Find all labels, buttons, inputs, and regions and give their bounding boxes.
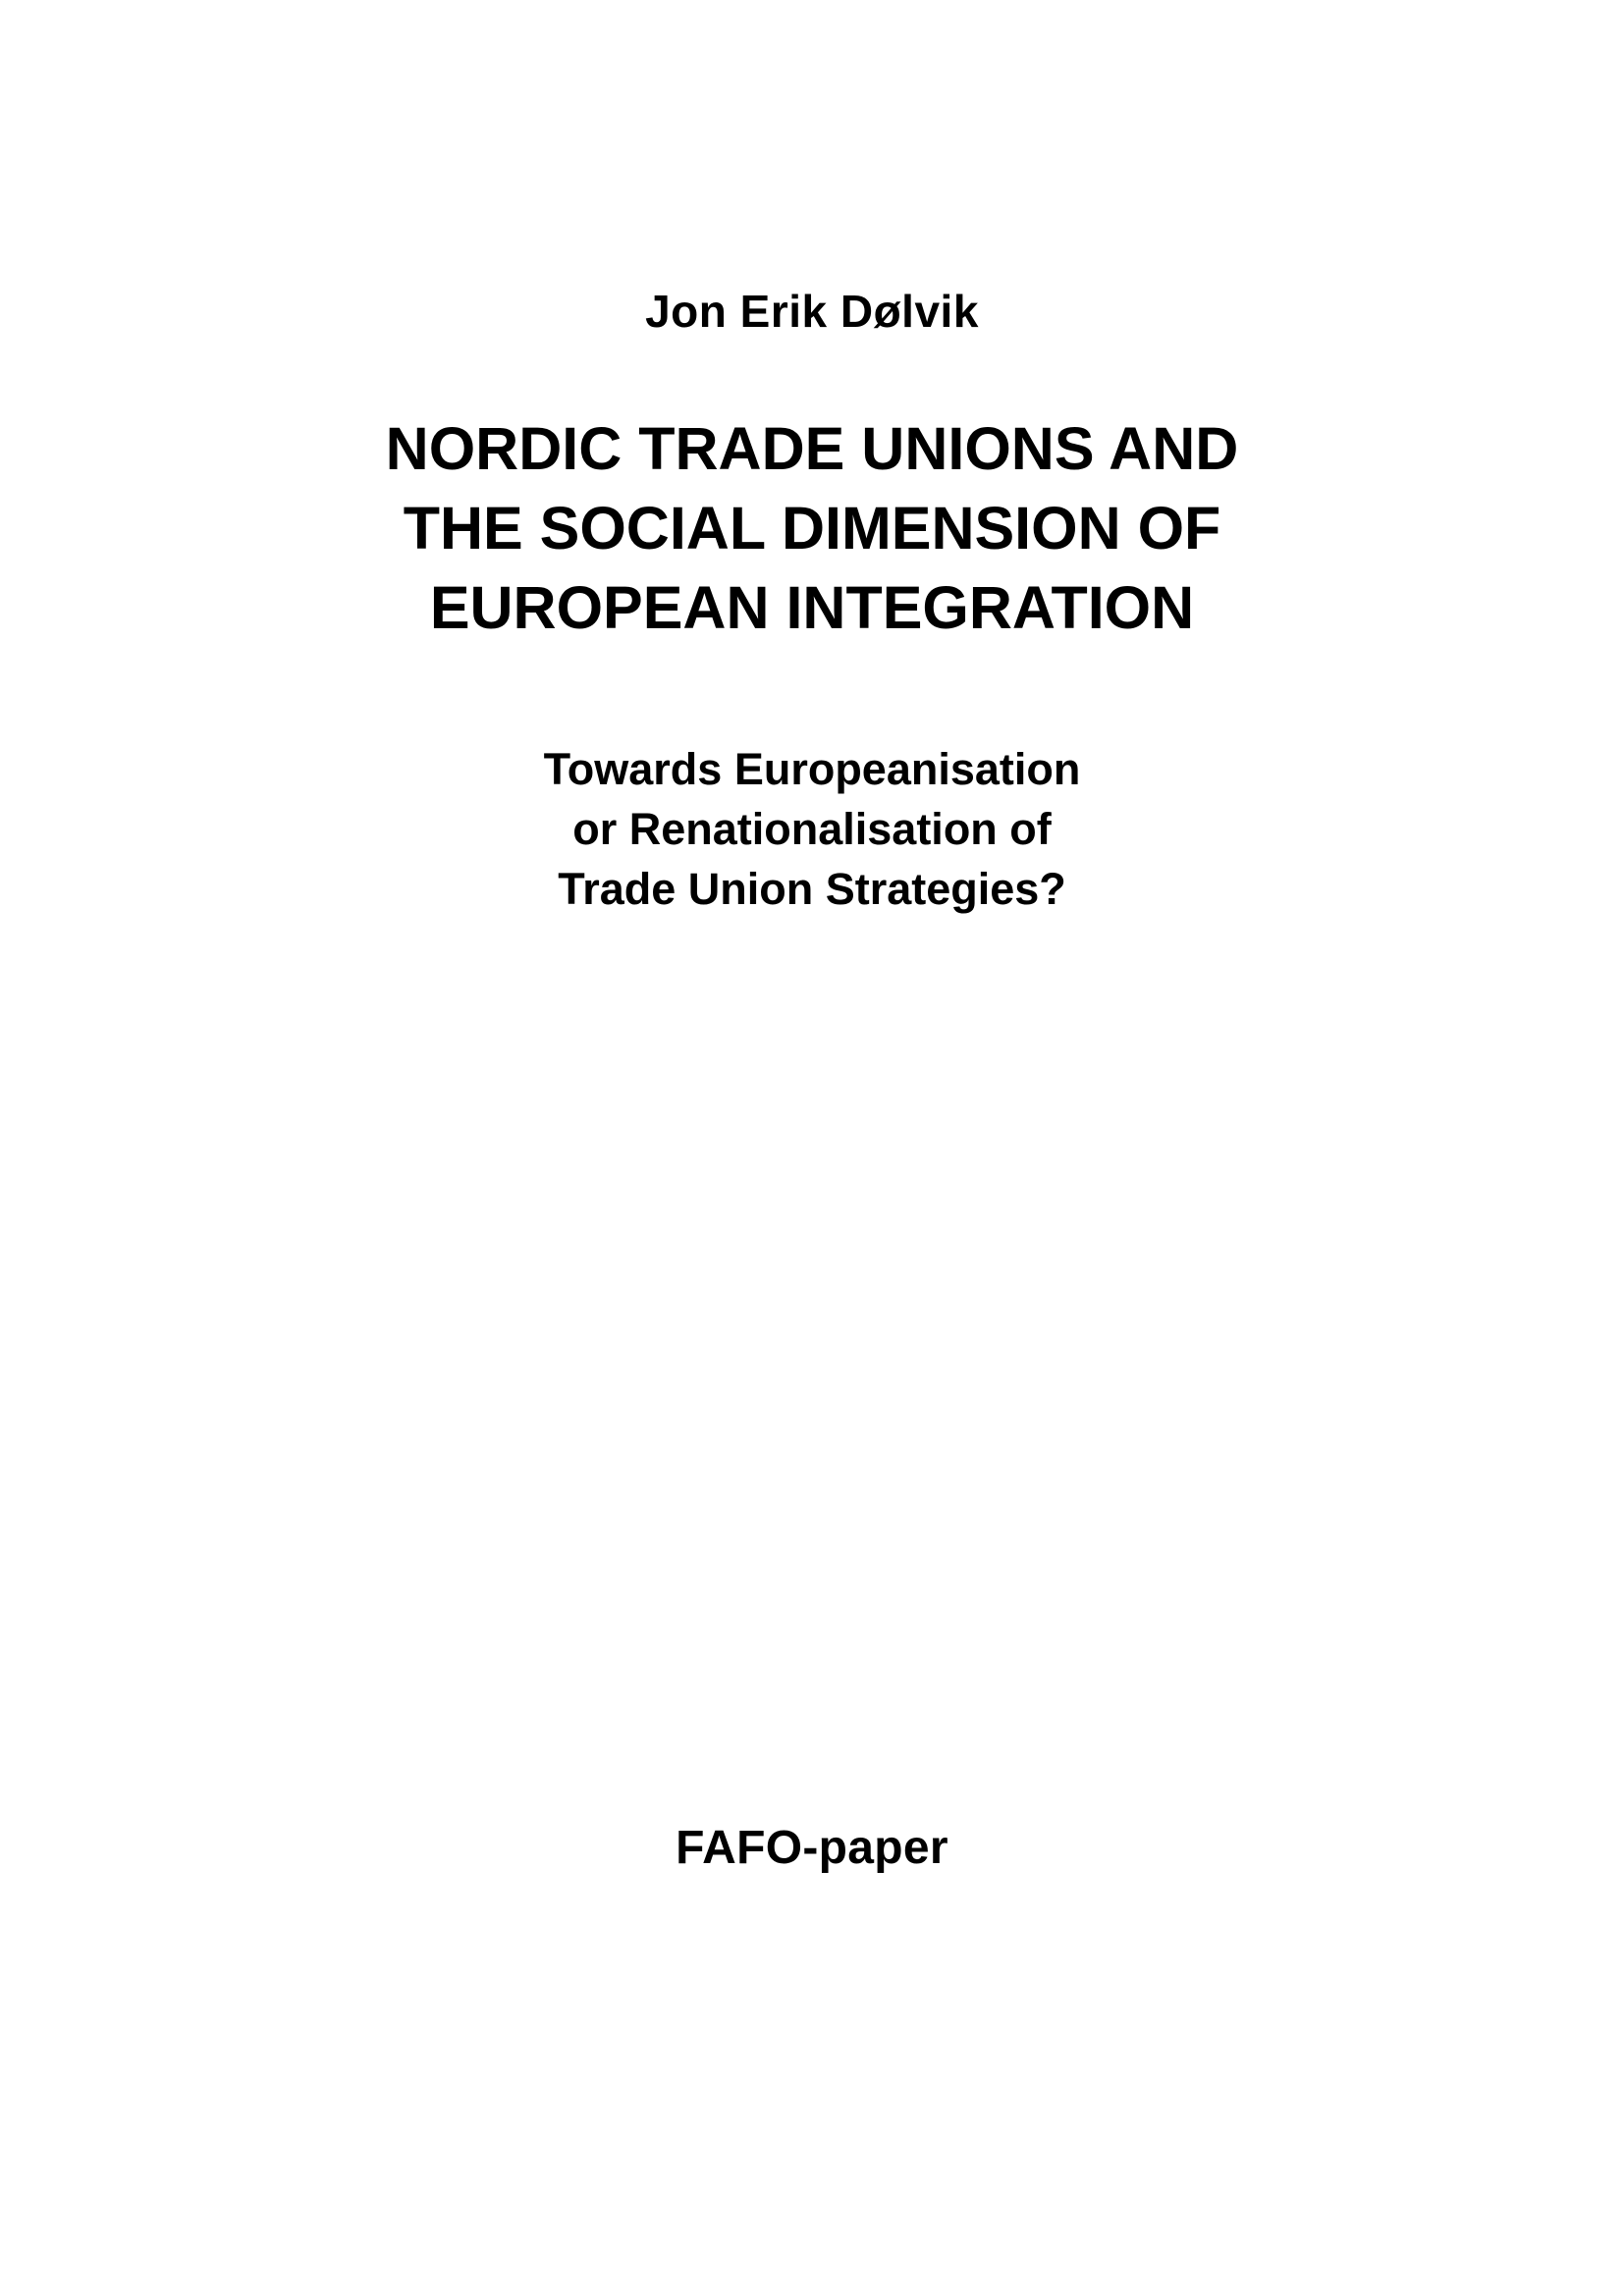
author-name: Jon Erik Dølvik — [645, 286, 979, 337]
document-title-line-1: NORDIC TRADE UNIONS AND — [385, 415, 1239, 483]
series-label: FAFO-paper — [676, 1822, 948, 1874]
document-title — [0, 409, 1624, 648]
document-title-line-2: THE SOCIAL DIMENSION OF — [403, 495, 1221, 562]
document-subtitle-line-3: Trade Union Strategies? — [558, 863, 1066, 914]
document-title-line-3: EUROPEAN INTEGRATION — [429, 574, 1195, 642]
document-subtitle-line-2: or Renationalisation of — [572, 803, 1052, 854]
document-subtitle — [0, 739, 1624, 920]
document-subtitle-line-1: Towards Europeanisation — [543, 743, 1081, 794]
cover-title-block — [0, 285, 1624, 919]
